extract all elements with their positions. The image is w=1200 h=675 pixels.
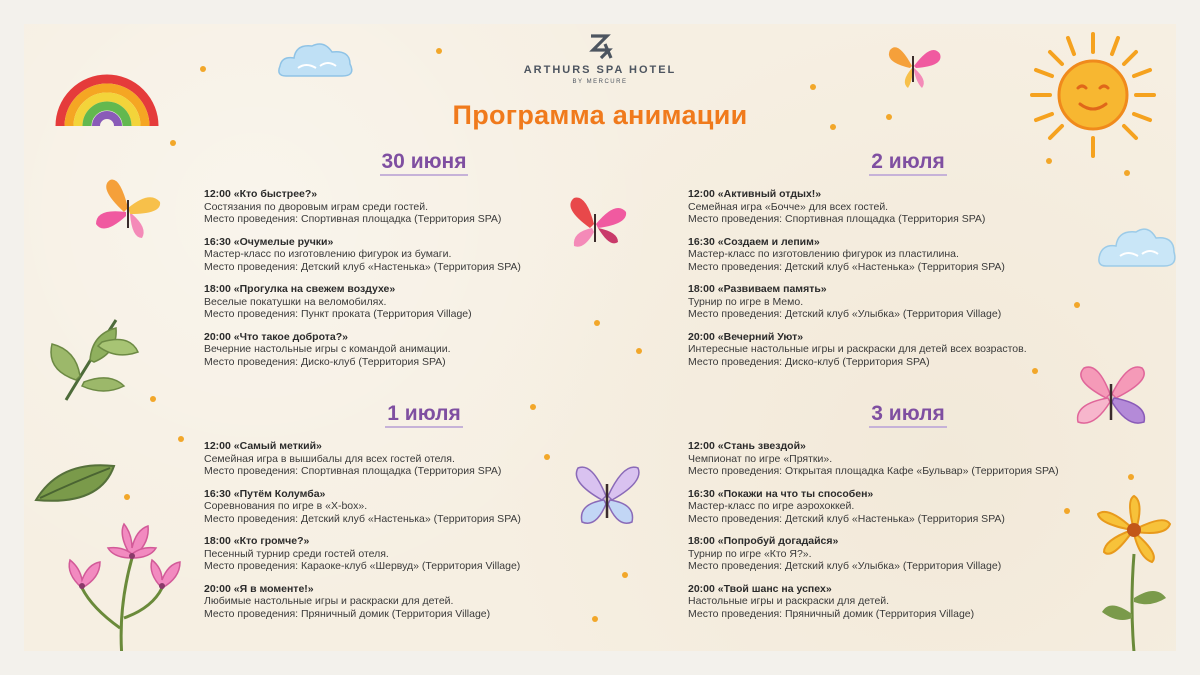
event-place: Место проведения: Пряничный домик (Территория Village) — [204, 607, 491, 620]
event-item — [688, 488, 1128, 526]
decor-dot — [150, 396, 156, 402]
event-place: Место проведения: Детский клуб «Настенька» (Территория SPA) — [204, 260, 521, 273]
event-item — [688, 236, 1128, 274]
flowers-icon — [52, 518, 182, 651]
day-block — [688, 150, 1128, 378]
event-item — [688, 440, 1128, 478]
event-description: Семейная игра в вышибалы для всех гостей отеля. — [204, 452, 455, 465]
event-item — [204, 535, 644, 573]
event-title: 16:30 «Создаем и лепим» — [688, 235, 820, 248]
event-place: Место проведения: Детский клуб «Настенька» (Территория SPA) — [204, 512, 521, 525]
event-title: 20:00 «Я в моменте!» — [204, 582, 314, 595]
day-block — [204, 150, 644, 378]
event-place: Место проведения: Спортивная площадка (Территория SPA) — [204, 465, 502, 477]
event-title: 18:00 «Попробуй догадайся» — [688, 535, 839, 547]
event-title: 12:00 «Активный отдых!» — [688, 188, 822, 200]
event-description: Чемпионат по игре «Прятки». — [688, 452, 833, 465]
event-title: 18:00 «Кто громче?» — [204, 535, 310, 547]
event-description: Семейная игра «Бочче» для всех гостей. — [688, 200, 889, 213]
event-title: 12:00 «Кто быстрее?» — [204, 188, 318, 200]
event-description: Мастер-класс по игре аэрохоккей. — [688, 500, 855, 512]
event-item — [204, 236, 644, 274]
event-item — [688, 535, 1128, 573]
event-description: Песенный турнир среди гостей отеля. — [204, 547, 389, 560]
event-place: Место проведения: Детский клуб «Настенька» (Территория SPA) — [688, 260, 1005, 273]
event-description: Настольные игры и раскраски для детей. — [688, 595, 890, 607]
event-place: Место проведения: Открытая площадка Кафе «Бульвар» (Территория SPA) — [688, 465, 1059, 477]
poster — [24, 24, 1176, 651]
hotel-name: ARTHURS SPA HOTEL — [523, 64, 677, 76]
event-item — [688, 583, 1128, 621]
event-item — [204, 440, 644, 478]
event-place: Место проведения: Караоке-клуб «Шервуд» (Территория Village) — [204, 560, 521, 572]
event-item — [204, 188, 644, 226]
event-description: Интересные настольные игры и раскраски для детей всех возрастов. — [688, 343, 1027, 355]
event-item — [688, 331, 1128, 369]
day-date: 2 июля — [688, 150, 1128, 176]
event-description: Любимые настольные игры и раскраски для детей. — [204, 595, 454, 607]
event-description: Веселые покатушки на веломобилях. — [204, 295, 387, 308]
leaf-branch-icon — [46, 300, 146, 410]
hotel-subtitle: BY MERCURE — [572, 79, 628, 85]
event-description: Мастер-класс по изготовлению фигурок из бумаги. — [204, 248, 452, 260]
day-date: 1 июля — [204, 402, 644, 428]
day-date: 30 июня — [204, 150, 644, 176]
day-block — [688, 402, 1128, 630]
event-place: Место проведения: Детский клуб «Улыбка» (Территория Village) — [688, 560, 1002, 572]
event-place: Место проведения: Детский клуб «Настенька» (Территория SPA) — [688, 512, 1005, 525]
event-description: Соревнования по игре в «X-box». — [204, 500, 368, 512]
event-item — [204, 488, 644, 526]
day-block — [204, 402, 644, 630]
decor-dot — [124, 494, 130, 500]
event-title: 20:00 «Что такое доброта?» — [204, 330, 348, 343]
event-title: 18:00 «Развиваем память» — [688, 283, 827, 295]
event-item — [204, 583, 644, 621]
event-place: Место проведения: Спортивная площадка (Территория SPA) — [688, 213, 986, 225]
page-title: Программа анимации — [452, 100, 748, 130]
logo-mark-icon — [585, 32, 615, 62]
event-description: Турнир по игре в Мемо. — [688, 295, 804, 308]
decor-dot — [178, 436, 184, 442]
event-place: Место проведения: Пункт проката (Территория Village) — [204, 308, 472, 320]
event-place: Место проведения: Диско-клуб (Территория SPA) — [204, 355, 446, 368]
event-description: Турнир по игре «Кто Я?». — [688, 547, 812, 560]
decor-dot — [170, 140, 176, 146]
event-place: Место проведения: Пряничный домик (Территория Village) — [688, 607, 975, 620]
event-title: 20:00 «Вечерний Уют» — [688, 330, 804, 343]
leaf-icon — [30, 456, 120, 516]
event-title: 20:00 «Твой шанс на успех» — [688, 582, 832, 595]
event-item — [688, 283, 1128, 321]
event-description: Состязания по дворовым играм среди гостей. — [204, 200, 429, 213]
event-place: Место проведения: Спортивная площадка (Территория SPA) — [204, 213, 502, 225]
event-description: Мастер-класс по изготовлению фигурок из пластилина. — [688, 248, 959, 260]
event-title: 16:30 «Очумелые ручки» — [204, 235, 334, 248]
event-item — [204, 331, 644, 369]
event-title: 16:30 «Путём Колумба» — [204, 487, 326, 500]
event-title: 16:30 «Покажи на что ты способен» — [688, 487, 874, 500]
event-title: 18:00 «Прогулка на свежем воздухе» — [204, 283, 396, 295]
event-place: Место проведения: Диско-клуб (Территория SPA) — [688, 355, 930, 368]
hotel-logo — [24, 32, 1176, 85]
event-title: 12:00 «Стань звездой» — [688, 440, 806, 452]
day-date: 3 июля — [688, 402, 1128, 428]
event-item — [204, 283, 644, 321]
event-place: Место проведения: Детский клуб «Улыбка» (Территория Village) — [688, 308, 1002, 320]
decor-dot — [1128, 474, 1134, 480]
event-description: Вечерние настольные игры с командой анимации. — [204, 343, 451, 355]
butterfly-icon — [90, 172, 166, 246]
event-item — [688, 188, 1128, 226]
event-title: 12:00 «Самый меткий» — [204, 440, 322, 452]
